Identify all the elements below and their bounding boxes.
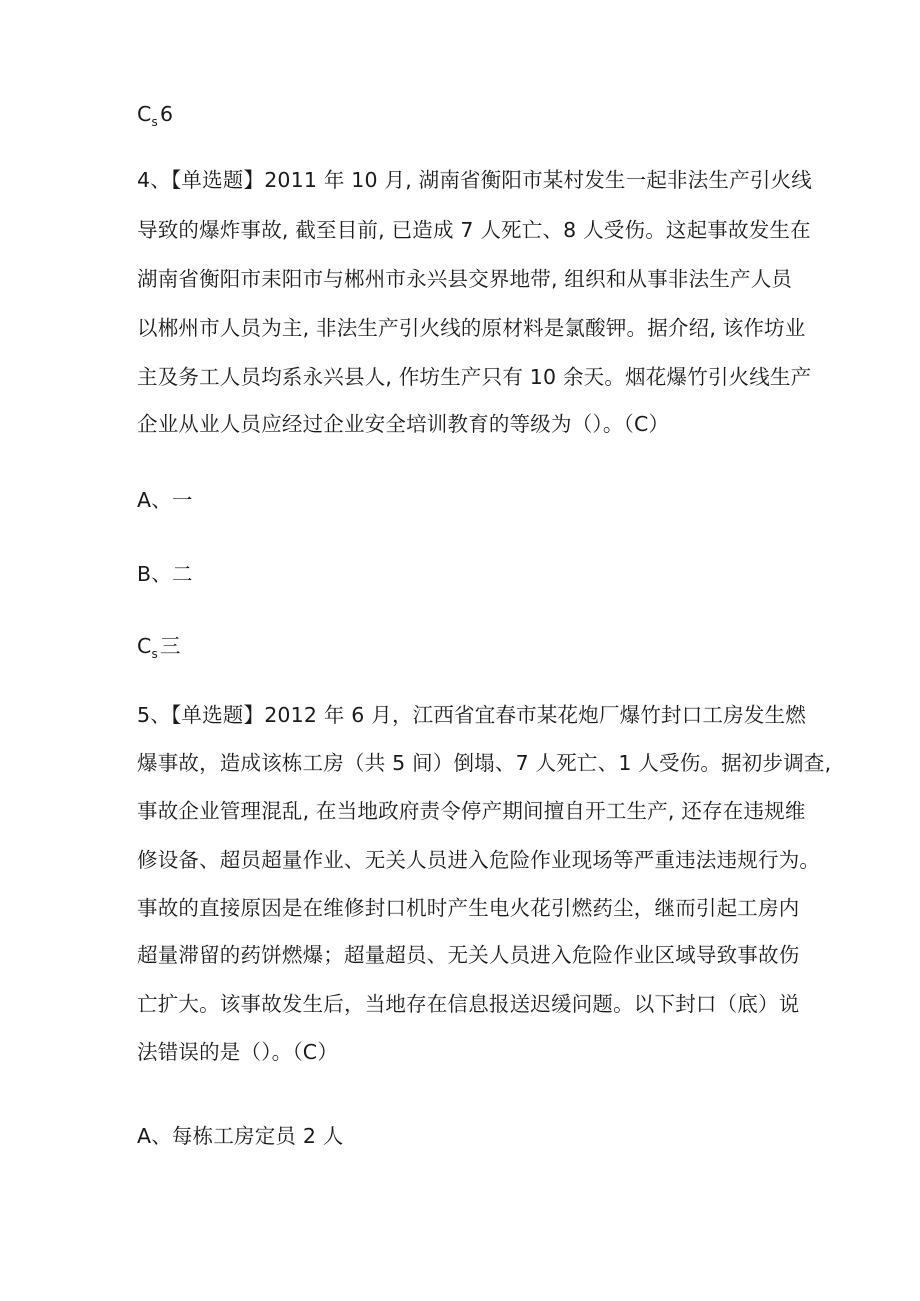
q4-line-4: 以郴州市人员为主, 非法生产引火线的原材料是氯酸钾。据介绍, 该作坊业 xyxy=(137,316,806,340)
q5-line-4: 修设备、超员超量作业、无关人员进入危险作业现场等严重违法违规行为。 xyxy=(137,848,821,872)
q4-line-2: 导致的爆炸事故, 截至目前, 已造成 7 人死亡、8 人受伤。这起事故发生在 xyxy=(137,218,811,242)
q5-line-6: 超量滞留的药饼燃爆；超量超员、无关人员进入危险作业区域导致事故伤 xyxy=(137,943,800,967)
q5-line-2: 爆事故，造成该栋工房（共 5 间）倒塌、7 人死亡、1 人受伤。据初步调查, xyxy=(137,751,832,775)
q5-line-7: 亡扩大。该事故发生后，当地存在信息报送迟缓问题。以下封口（底）说 xyxy=(137,992,800,1016)
q4-line-1: 4、【单选题】2011 年 10 月, 湖南省衡阳市某村发生一起非法生产引火线 xyxy=(137,168,812,192)
q5-line-8: 法错误的是（）。（C） xyxy=(137,1040,339,1064)
q5-option-a: A、每栋工房定员 2 人 xyxy=(137,1124,344,1148)
option-subscript: s xyxy=(151,115,158,129)
option-text: 6 xyxy=(159,102,174,126)
q4-option-c xyxy=(137,632,181,663)
q5-line-5: 事故的直接原因是在维修封口机时产生电火花引燃药尘，继而引起工房内 xyxy=(137,896,800,920)
q5-line-3: 事故企业管理混乱, 在当地政府责令停产期间擅自开工生产, 还存在违规维 xyxy=(137,799,806,823)
q5-line-1: 5、【单选题】2012 年 6 月，江西省宜春市某花炮厂爆竹封口工房发生燃 xyxy=(137,703,806,727)
option-letter: C xyxy=(137,102,152,126)
prev-option-c xyxy=(137,100,173,131)
q4-option-a: A、一 xyxy=(137,488,193,512)
q4-line-6: 企业从业人员应经过企业安全培训教育的等级为（）。（C） xyxy=(137,412,670,436)
option-text: 三 xyxy=(159,634,181,658)
option-subscript: s xyxy=(151,647,158,661)
q4-line-5: 主及务工人员均系永兴县人, 作坊生产只有 10 余天。烟花爆竹引火线生产 xyxy=(137,365,812,389)
q4-option-b: B、二 xyxy=(137,562,193,586)
option-letter: C xyxy=(137,634,152,658)
q4-line-3: 湖南省衡阳市耒阳市与郴州市永兴县交界地带, 组织和从事非法生产人员 xyxy=(137,267,793,291)
